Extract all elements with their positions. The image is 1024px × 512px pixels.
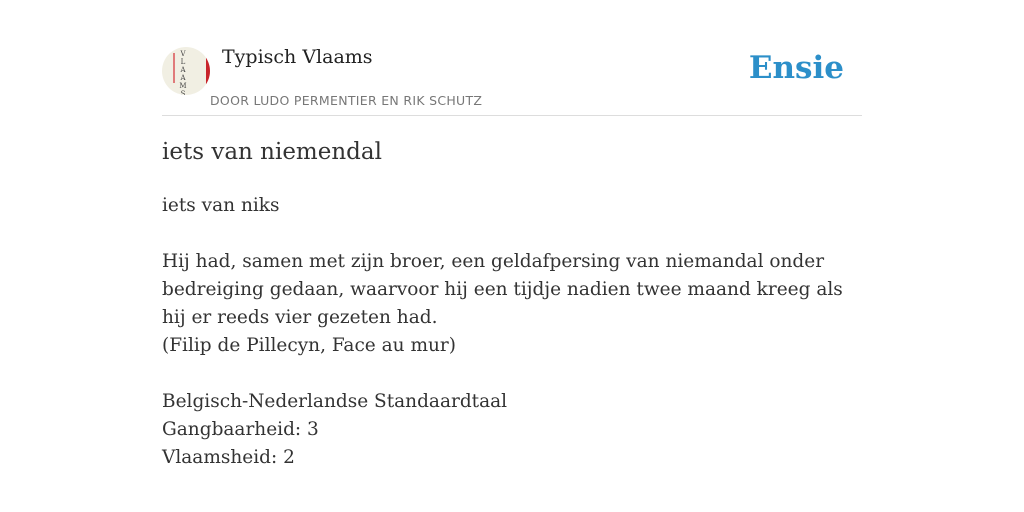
entry-content <box>162 192 866 472</box>
spacer <box>162 360 866 388</box>
brand-logo[interactable]: Ensie <box>748 50 844 86</box>
page <box>162 0 862 468</box>
entry-register: Belgisch-Nederlandse Standaardtaal <box>162 391 508 412</box>
entry-definition: iets van niks <box>162 195 280 216</box>
entry-example: Hij had, samen met zijn broer, een geldafpersing van niemandal onder bedreiging gedaan, waarvoor hij een tijdje nadien twee maand kreeg als hij er reeds vier gezeten had. <box>162 251 843 328</box>
avatar[interactable] <box>162 47 210 95</box>
site-title[interactable]: Typisch Vlaams <box>222 46 373 68</box>
entry-flemishness: Vlaamsheid: 2 <box>162 447 295 468</box>
header <box>162 0 862 116</box>
spacer <box>162 220 866 248</box>
entry-headword: iets van niemendal <box>162 139 382 165</box>
entry-frequency: Gangbaarheid: 3 <box>162 419 319 440</box>
logo-spine <box>206 55 210 89</box>
logo-letters: V L A A M S <box>179 50 187 95</box>
entry-source: (Filip de Pillecyn, Face au mur) <box>162 335 456 356</box>
logo-accent <box>173 53 175 83</box>
byline: DOOR LUDO PERMENTIER EN RIK SCHUTZ <box>210 93 483 108</box>
